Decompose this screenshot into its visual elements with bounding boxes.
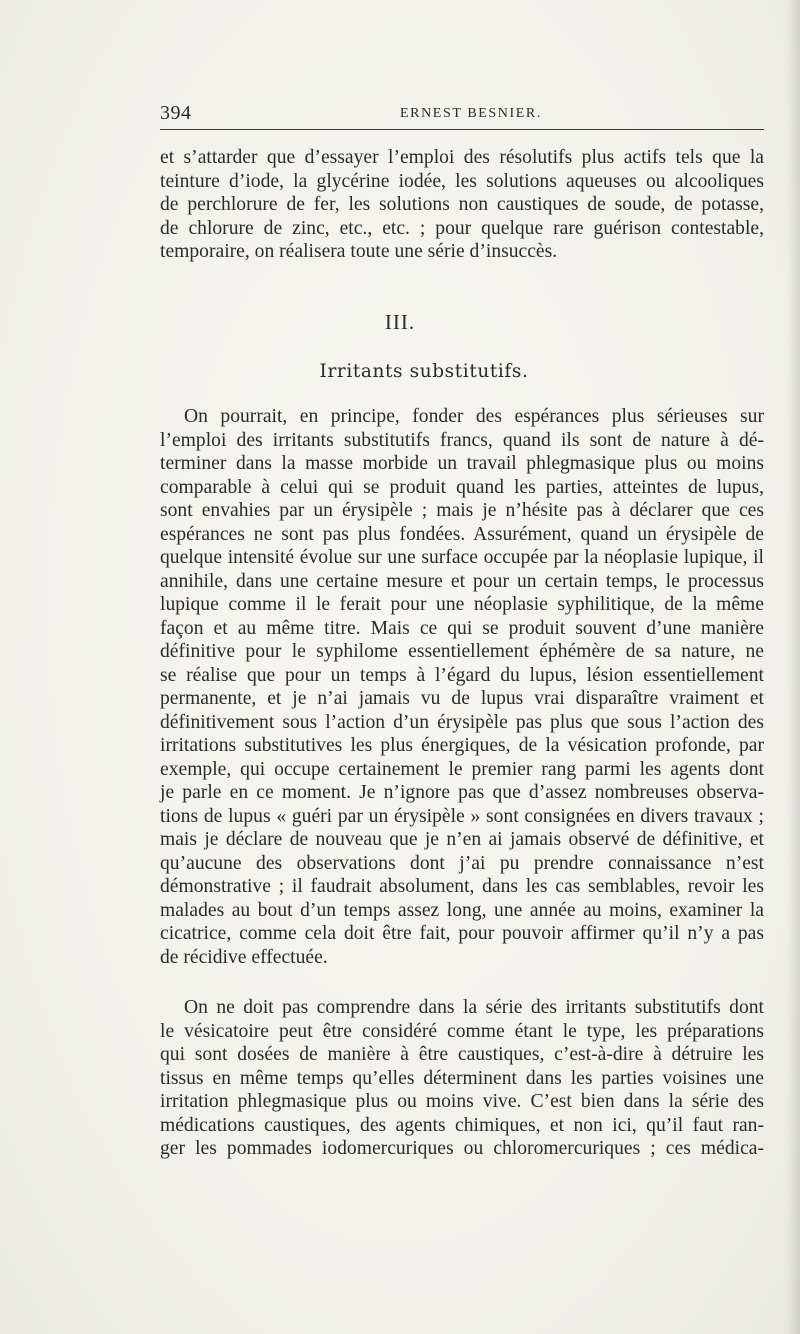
header-rule bbox=[160, 129, 764, 130]
text-line: cicatrice, comme cela doit être fait, pour pouvoir affirmer qu’il n’y a pas bbox=[160, 923, 764, 944]
text-line: médications caustiques, des agents chimiques, et non ici, qu’il faut ran- bbox=[160, 1114, 764, 1136]
text-line: je parle en ce moment. Je n’ignore pas que d’assez nombreuses observa- bbox=[160, 782, 764, 803]
text-line: On ne doit pas comprendre dans la série des irritants substitutifs dont bbox=[184, 997, 764, 1018]
running-head: ERNEST BESNIER. bbox=[400, 106, 542, 121]
text-line: de récidive effectuée. bbox=[160, 946, 328, 968]
page-header bbox=[160, 100, 764, 130]
section-title: Irritants substitutifs. bbox=[319, 361, 529, 382]
text-line: irritations substitutives les plus énergiques, de la vésication profonde, par bbox=[160, 735, 764, 756]
text-line: mais je déclare de nouveau que je n’en ai jamais observé de définitive, et bbox=[160, 829, 764, 850]
text-line: façon et au même titre. Mais ce qui se produit souvent d’une manière bbox=[160, 617, 764, 639]
text-line: exemple, qui occupe certainement le premier rang parmi les agents dont bbox=[160, 758, 764, 780]
text-line: de perchlorure de fer, les solutions non caustiques de soude, de potasse, bbox=[160, 194, 764, 215]
text-line: l’emploi des irritants substitutifs francs, quand ils sont de nature à dé- bbox=[160, 429, 764, 451]
text-line: ger les pommades iodomercuriques ou chloromercuriques ; ces médica- bbox=[160, 1138, 764, 1159]
text-line: sont envahies par un érysipèle ; mais je n’hésite pas à déclarer que ces bbox=[160, 500, 764, 521]
text-line: malades au bout d’un temps assez long, une année au moins, examiner la bbox=[160, 899, 764, 921]
text-line: qui sont dosées de manière à être caustiques, c’est-à-dire à détruire les bbox=[160, 1044, 764, 1065]
text-line: tissus en même temps qu’elles déterminent dans les parties voisines une bbox=[160, 1067, 764, 1089]
text-line: qu’aucune des observations dont j’ai pu prendre connaissance n’est bbox=[160, 852, 764, 874]
page-edge-shadow bbox=[786, 0, 800, 1334]
paragraph-2 bbox=[160, 996, 764, 1161]
text-line: quelque intensité évolue sur une surface occupée par la néoplasie lupique, il bbox=[160, 547, 764, 568]
text-line: permanente, et je n’ai jamais vu de lupus vrai disparaître vraiment et bbox=[160, 688, 764, 709]
text-line: tions de lupus « guéri par un érysipèle » sont consignées en divers travaux ; bbox=[160, 805, 764, 827]
text-line: terminer dans la masse morbide un travail phlegmasique plus ou moins bbox=[160, 453, 764, 474]
text-line: démonstrative ; il faudrait absolument, dans les cas semblables, revoir les bbox=[160, 876, 764, 897]
paragraph-continuation bbox=[160, 146, 764, 264]
text-line: On pourrait, en principe, fonder des espérances plus sérieuses sur bbox=[184, 406, 764, 427]
text-line: se réalise que pour un temps à l’égard du lupus, lésion essentiellement bbox=[160, 664, 764, 686]
text-line: de chlorure de zinc, etc., etc. ; pour quelque rare guérison contestable, bbox=[160, 217, 764, 239]
text-line: lupique comme il le ferait pour une néoplasie syphilitique, de la même bbox=[160, 594, 764, 615]
text-line: et s’attarder que d’essayer l’emploi des résolutifs plus actifs tels que la bbox=[160, 147, 764, 168]
text-line: teinture d’iode, la glycérine iodée, les solutions aqueuses ou alcooliques bbox=[160, 170, 764, 192]
text-line: annihile, dans une certaine mesure et pour un certain temps, le processus bbox=[160, 570, 764, 592]
text-line: définitivement sous l’action d’un érysipèle pas plus que sous l’action des bbox=[160, 711, 764, 733]
text-line: espérances ne sont pas plus fondées. Assurément, quand un érysipèle de bbox=[160, 523, 764, 545]
text-line: comparable à celui qui se produit quand les parties, atteintes de lupus, bbox=[160, 476, 764, 498]
paragraph-1 bbox=[160, 405, 764, 969]
section-numeral: III. bbox=[384, 310, 416, 334]
text-line: définitive pour le syphilome essentiellement éphémère de sa nature, ne bbox=[160, 641, 764, 662]
text-line: le vésicatoire peut être considéré comme étant le type, les préparations bbox=[160, 1020, 764, 1042]
text-line: irritation phlegmasique plus ou moins vive. C’est bien dans la série des bbox=[160, 1091, 764, 1112]
page-number: 394 bbox=[160, 102, 192, 124]
text-line: temporaire, on réalisera toute une série d’insuccès. bbox=[160, 241, 558, 262]
